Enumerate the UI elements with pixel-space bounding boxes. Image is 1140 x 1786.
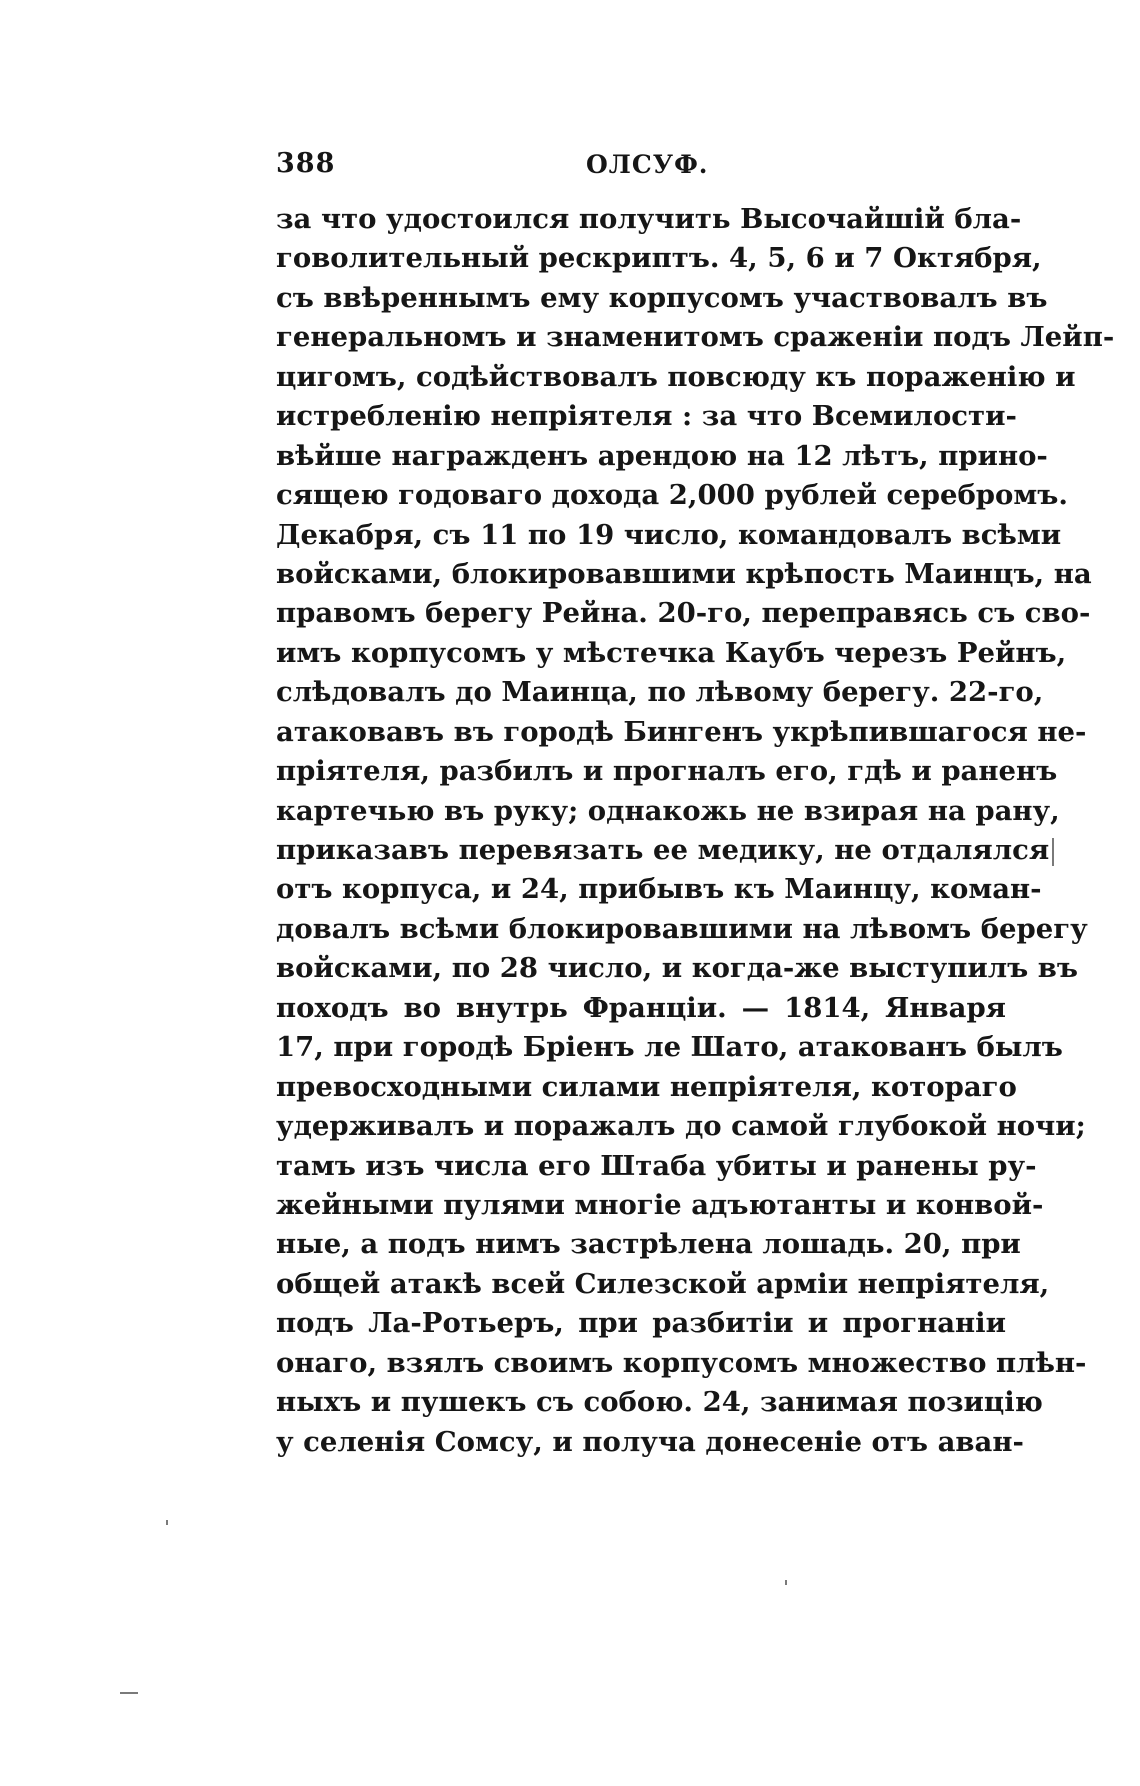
text-line: атаковавъ въ городѣ Бингенъ укрѣпившагося не- bbox=[276, 715, 1087, 748]
text-line: съ ввѣреннымъ ему корпусомъ участвовалъ въ bbox=[276, 281, 1048, 314]
scan-mark bbox=[785, 1580, 787, 1585]
page-header bbox=[276, 148, 1006, 188]
text-line: ныхъ и пушекъ съ собою. 24, занимая позицію bbox=[276, 1386, 1043, 1419]
text-line: говолительный рескриптъ. 4, 5, 6 и 7 Октября, bbox=[276, 242, 1042, 275]
text-line: за что удостоился получить Высочайшій бла- bbox=[276, 203, 1022, 235]
text-line: имъ корпусомъ у мѣстечка Каубъ черезъ Рейнъ, bbox=[276, 636, 1067, 669]
text-line: превосходными силами непріятеля, котораго bbox=[276, 1070, 1017, 1103]
text-line: войсками, по 28 число, и когда-же выступилъ въ bbox=[276, 952, 1079, 985]
text-line: подъ Ла-Ротьеръ, при разбитіи и прогнаніи bbox=[276, 1307, 1006, 1340]
text-line: у селенія Сомсу, и получа донесеніе отъ аван- bbox=[276, 1425, 1024, 1458]
scan-mark bbox=[166, 1520, 168, 1525]
text-line: генеральномъ и знаменитомъ сраженіи подъ Лейп- bbox=[276, 321, 1115, 354]
text-line: вѣйше награжденъ арендою на 12 лѣтъ, прино- bbox=[276, 439, 1048, 472]
scan-mark bbox=[120, 1692, 138, 1694]
text-line: отъ корпуса, и 24, прибывъ къ Маинцу, коман- bbox=[276, 873, 1042, 906]
scan-mark bbox=[1052, 838, 1054, 866]
running-head: ОЛСУФ. bbox=[586, 150, 709, 179]
text-line: походъ во внутрь Франціи. — 1814, Января bbox=[276, 991, 1006, 1024]
text-line: Декабря, съ 11 по 19 число, командовалъ всѣми bbox=[276, 518, 1062, 551]
text-line: общей атакѣ всей Силезской арміи непріятеля, bbox=[276, 1267, 1050, 1300]
text-line: истребленію непріятеля : за что Всемилости- bbox=[276, 400, 1017, 433]
text-line: тамъ изъ числа его Штаба убиты и ранены ру- bbox=[276, 1149, 1037, 1182]
text-line: картечью въ руку; однакожь не взирая на рану, bbox=[276, 794, 1060, 827]
text-line: довалъ всѣми блокировавшими на лѣвомъ берегу bbox=[276, 912, 1088, 945]
text-line: 17, при городѣ Бріенъ ле Шато, атакованъ былъ bbox=[276, 1031, 1063, 1064]
text-line: ные, а подъ нимъ застрѣлена лошадь. 20, при bbox=[276, 1228, 1021, 1261]
text-line: жейными пулями многіе адъютанты и конвой- bbox=[276, 1188, 1044, 1221]
text-line: цигомъ, содѣйствовалъ повсюду къ пораженію и bbox=[276, 360, 1076, 393]
text-line: удерживалъ и поражалъ до самой глубокой ночи; bbox=[276, 1110, 1086, 1143]
body-text bbox=[276, 200, 1115, 1462]
text-line: онаго, взялъ своимъ корпусомъ множество плѣн- bbox=[276, 1346, 1087, 1379]
text-line: пріятеля, разбилъ и прогналъ его, гдѣ и раненъ bbox=[276, 755, 1058, 788]
text-line: войсками, блокировавшими крѣпость Маинцъ, на bbox=[276, 557, 1092, 590]
text-line: сящею годоваго дохода 2,000 рублей серебромъ. bbox=[276, 479, 1068, 512]
text-line: правомъ берегу Рейна. 20-го, переправясь съ сво- bbox=[276, 597, 1091, 630]
text-line: приказавъ перевязать ее медику, не отдалялся bbox=[276, 834, 1050, 866]
text-line: слѣдовалъ до Маинца, по лѣвому берегу. 22-го, bbox=[276, 676, 1044, 709]
page-number: 388 bbox=[276, 148, 336, 179]
